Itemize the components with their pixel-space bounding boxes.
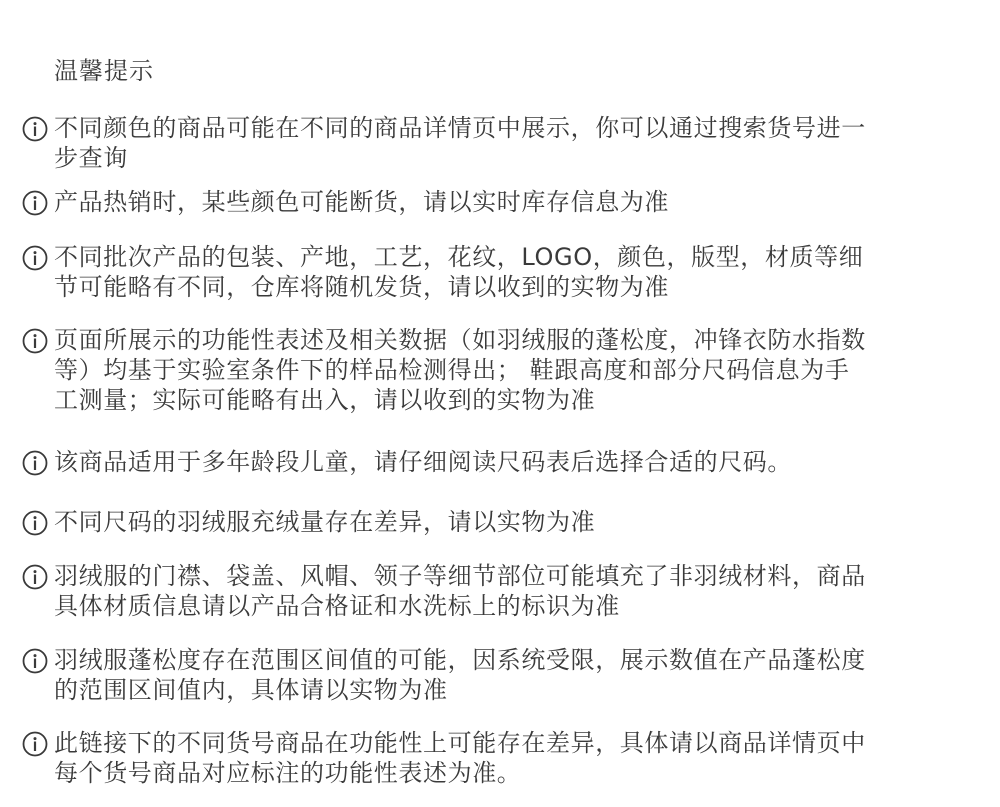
- info-circle-icon: [22, 510, 48, 536]
- info-circle-icon: [22, 648, 48, 674]
- notice-text: [54, 645, 962, 705]
- info-circle-icon: [22, 731, 48, 757]
- notice-text: [54, 113, 962, 173]
- info-circle-icon: [22, 116, 48, 142]
- notice-item: [22, 507, 962, 537]
- notice-line: 的范围区间值内，具体请以实物为准: [54, 676, 448, 704]
- notice-item: [22, 187, 962, 217]
- notice-text: [54, 507, 962, 537]
- notice-line: 步查询: [54, 144, 128, 172]
- notice-line: 产品热销时，某些颜色可能断货，请以实时库存信息为准: [54, 188, 669, 216]
- notice-line: 羽绒服蓬松度存在范围区间值的可能，因系统受限，展示数值在产品蓬松度: [54, 646, 866, 674]
- notice-item: [22, 645, 962, 705]
- notice-item: [22, 325, 962, 415]
- info-circle-icon: [22, 564, 48, 590]
- notice-line: 工测量；实际可能略有出入，请以收到的实物为准: [54, 386, 596, 414]
- notice-line: 不同尺码的羽绒服充绒量存在差异，请以实物为准: [54, 508, 596, 536]
- info-circle-icon: [22, 328, 48, 354]
- notice-item: [22, 242, 962, 302]
- notice-text: [54, 447, 962, 477]
- notice-line: 不同颜色的商品可能在不同的商品详情页中展示，你可以通过搜索货号进一: [54, 114, 866, 142]
- notice-title: 温馨提示: [54, 57, 154, 85]
- info-circle-icon: [22, 190, 48, 216]
- notice-line: 页面所展示的功能性表述及相关数据（如羽绒服的蓬松度，冲锋衣防水指数: [54, 326, 866, 354]
- notice-line: 每个货号商品对应标注的功能性表述为准。: [54, 759, 522, 787]
- notice-text: [54, 187, 962, 217]
- notice-item: [22, 728, 962, 788]
- notice-item: [22, 561, 962, 621]
- notice-line: 不同批次产品的包装、产地，工艺，花纹，LOGO，颜色，版型，材质等细: [54, 243, 864, 271]
- notice-line: 该商品适用于多年龄段儿童，请仔细阅读尺码表后选择合适的尺码。: [54, 448, 792, 476]
- info-circle-icon: [22, 245, 48, 271]
- notice-item: [22, 447, 962, 477]
- notice-text: [54, 242, 962, 302]
- notice-text: [54, 728, 962, 788]
- notice-line: 等）均基于实验室条件下的样品检测得出； 鞋跟高度和部分尺码信息为手: [54, 356, 850, 384]
- notice-line: 节可能略有不同，仓库将随机发货，请以收到的实物为准: [54, 273, 669, 301]
- notice-line: 此链接下的不同货号商品在功能性上可能存在差异，具体请以商品详情页中: [54, 729, 866, 757]
- info-circle-icon: [22, 450, 48, 476]
- notice-line: 羽绒服的门襟、袋盖、风帽、领子等细节部位可能填充了非羽绒材料，商品: [54, 562, 866, 590]
- notice-item: [22, 113, 962, 173]
- notice-line: 具体材质信息请以产品合格证和水洗标上的标识为准: [54, 592, 620, 620]
- notice-text: [54, 325, 962, 415]
- notice-text: [54, 561, 962, 621]
